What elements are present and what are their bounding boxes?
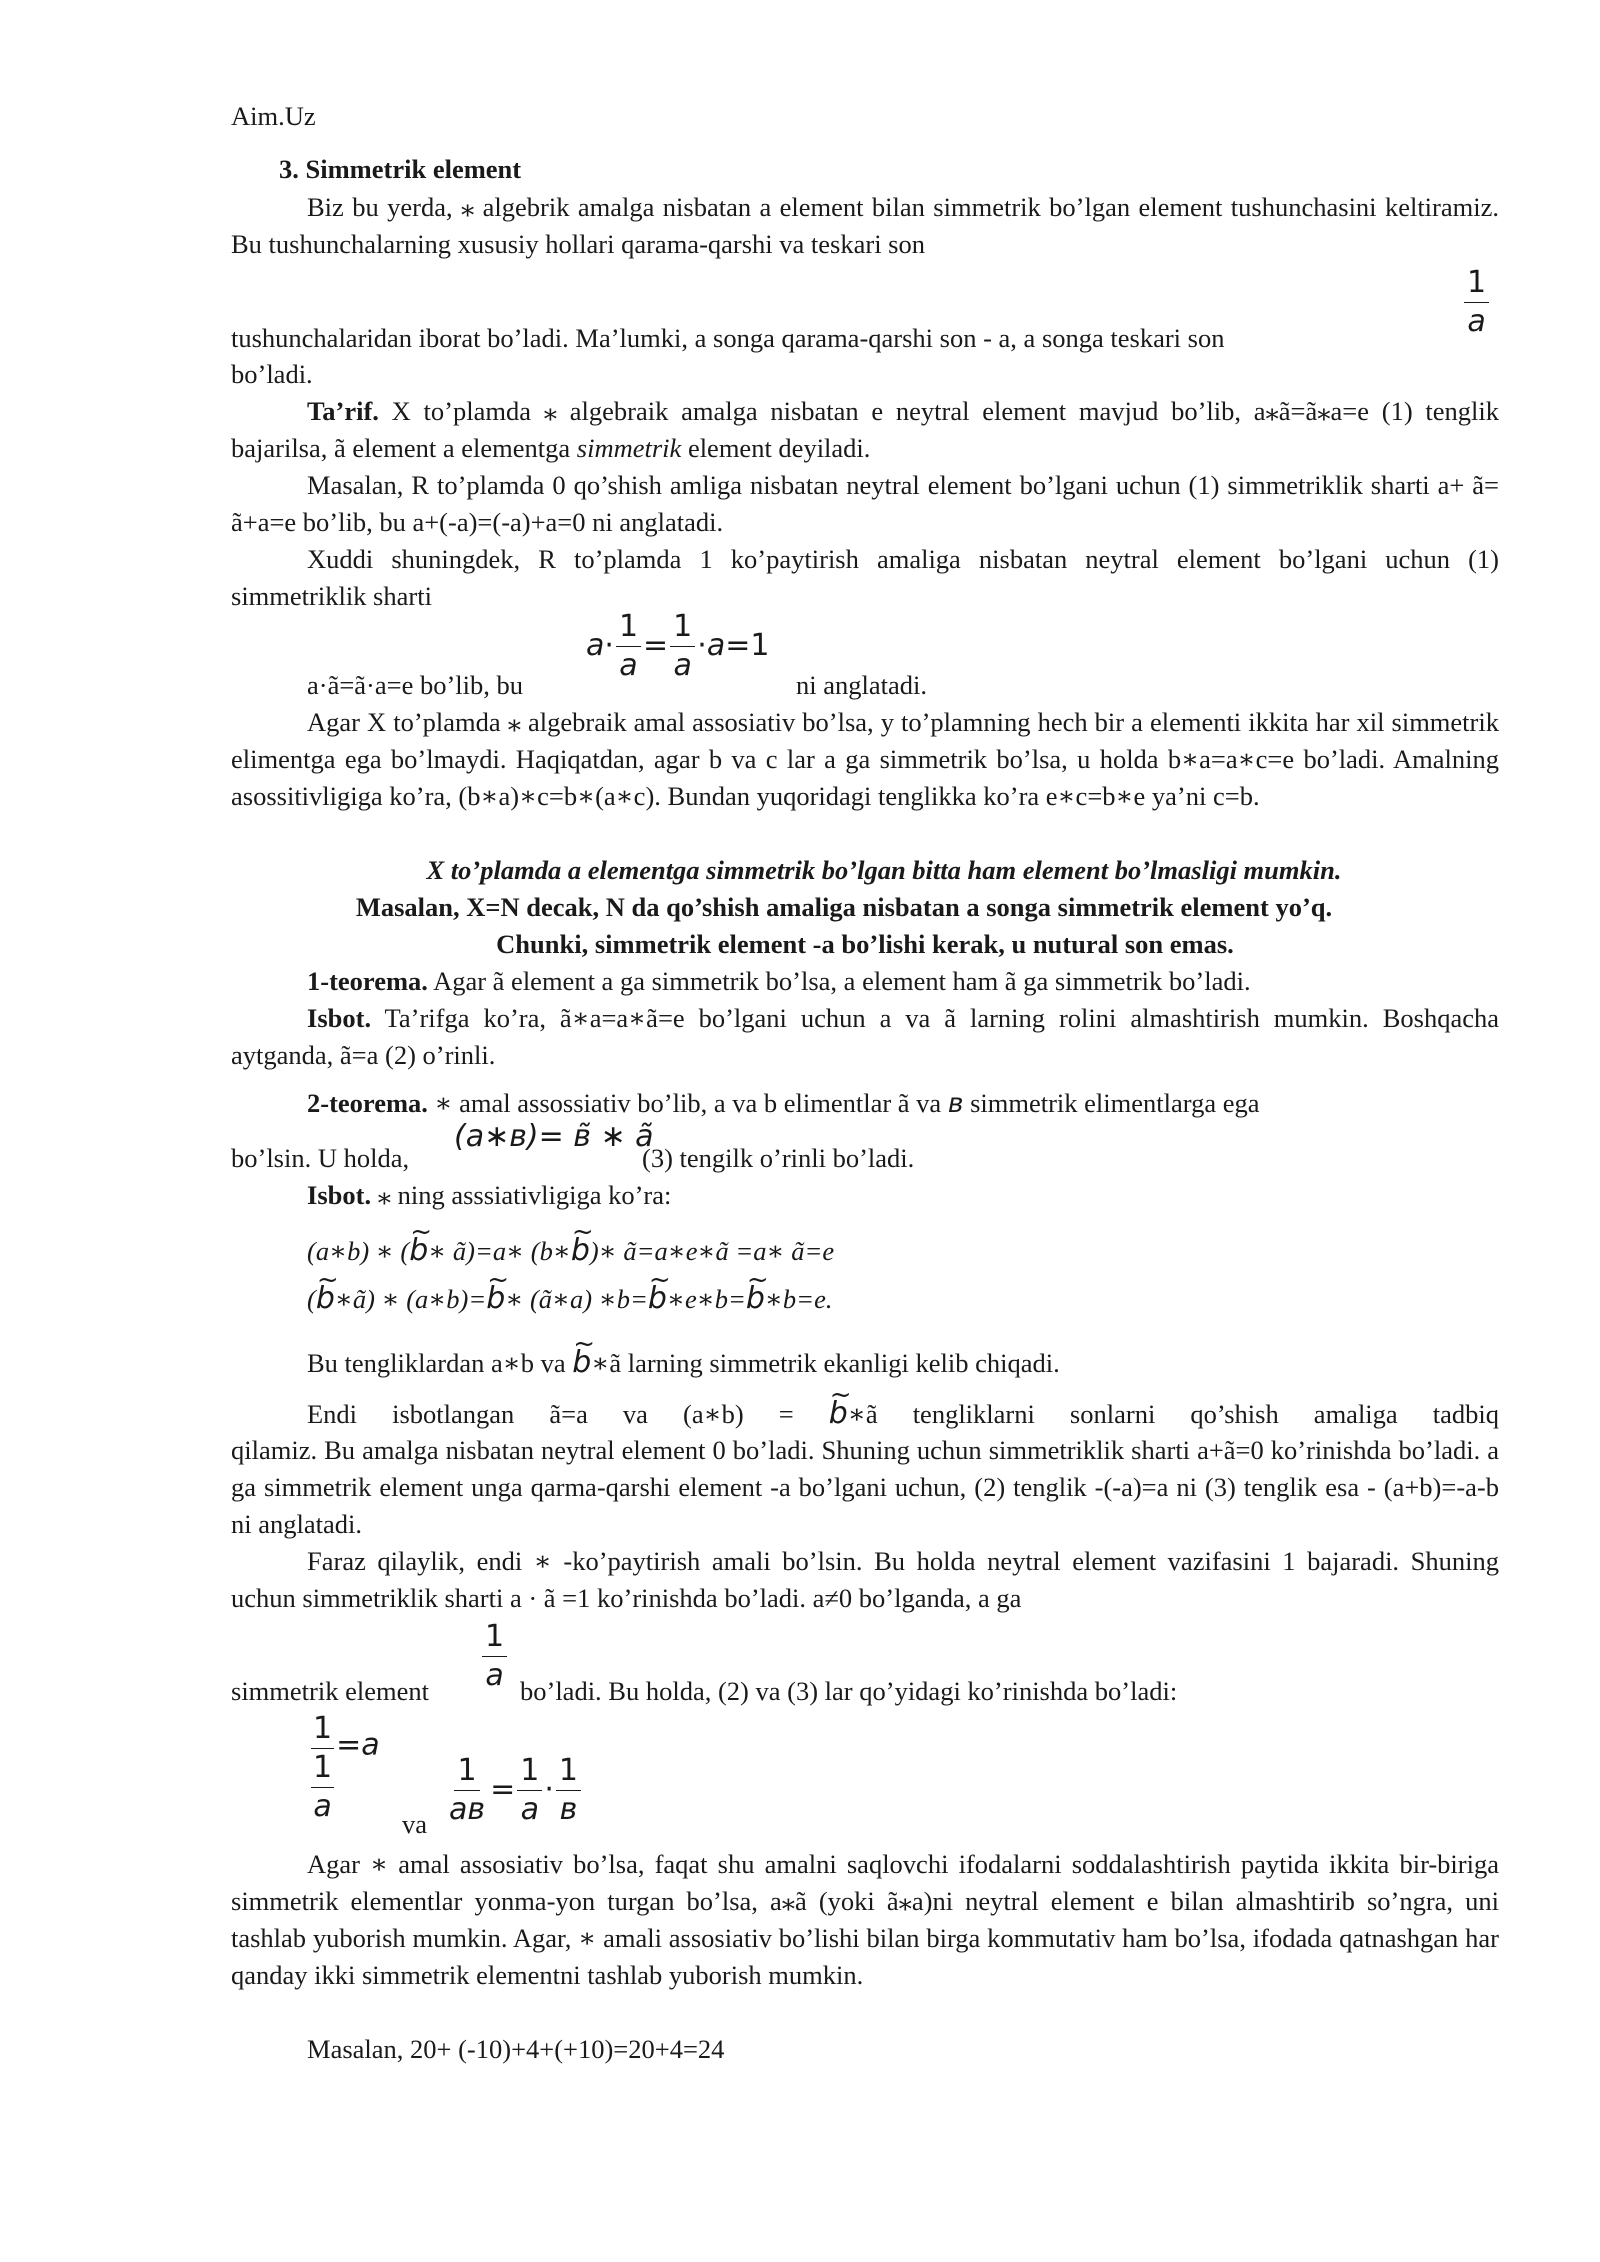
proof-2: Isbot. ⁎ ning asssiativligiga ko’ra:: [307, 1180, 672, 1210]
example-paragraph-1: Masalan, R to’plamda 0 qo’shish amliga nisbatan neytral element bo’lgani uchun (1) simmetriklik sharti a+ ã= ã+a=e bo’lib, bu a+(-a)=(-a)+a=0 ni anglatadi.: [231, 470, 1499, 537]
section-heading: 3. Simmetrik element: [279, 154, 522, 184]
formula-reciprocal: 1 1 a =a: [313, 1711, 380, 1824]
proof-line-2: (~ b∗ã) ∗ (a∗b)=~ b∗ (ã∗a) ∗b=~ b∗e∗b=~ b∗b=e.: [307, 1280, 1575, 1318]
faraz-tail-a: simmetrik element: [231, 1676, 429, 1706]
bold-statement-1: X to’plamda a elementga simmetrik bo’lgan bitta ham element bo’lmasligi mumkin.: [426, 855, 1342, 885]
faraz-tail-b: bo’ladi. Bu holda, (2) va (3) lar qo’yidagi ko’rinishda bo’ladi:: [520, 1676, 1178, 1706]
definition-paragraph: Ta’rif. X to’plamda ⁎ algebraik amalga nisbatan e neytral element mavjud bo’lib, a⁎ã=ã⁎a=e (1) tenglik bajarilsa, ã element a elementga simmetrik element deyiladi.: [231, 396, 1499, 463]
intro-paragraph: Biz bu yerda, ⁎ algebrik amalga nisbatan a element bilan simmetrik bo’lgan element tushunchasini keltiramiz. Bu tushunchalarning xususiy hollari qarama-qarshi va teskari son: [231, 192, 1499, 259]
bold-statement-2: Masalan, X=N decak, N da qo’shish amaliga nisbatan a songa simmetrik element yo’q.: [355, 892, 1333, 922]
site-name: Aim.Uz: [231, 101, 316, 131]
theorem-2-line-2b: (3) tengilk o’rinli bo’ladi.: [642, 1143, 915, 1173]
example-last: Masalan, 20+ (-10)+4+(+10)=20+4=24: [307, 2034, 725, 2064]
paragraph-endi-rest: qilamiz. Bu amalga nisbatan neytral element 0 bo’ladi. Shuning uchun simmetriklik sharti a+ã=0 ko’rinishda bo’ladi. a ga simmetrik element unga qarma-qarshi element -a bo’lgani uchun, (2) tenglik -(-a)=a ni (3) tenglik esa - (a+b)=-a-b ni anglatadi.: [231, 1435, 1499, 1539]
equation-inverse: a· $\frac{1}{a}$ = $\frac{1}{a}$ ·a=1: [586, 609, 770, 683]
paragraph-xuddi: Xuddi shuningdek, R to’plamda 1 ko’paytirish amaliga nisbatan neytral element bo’lgani uchun (1) simmetriklik sharti: [231, 544, 1499, 611]
proof-line-1: (a∗b) ∗ (~ b∗ ã)=a∗ (b∗~ b)∗ ã=a∗e∗ã =a∗ ã=e: [307, 1232, 1575, 1270]
proof-1: Isbot. Ta’rifga ko’ra, ã∗a=a∗ã=e bo’lgani uchun a va ã larning rolini almashtirish mumkin. Boshqacha aytganda, ã=a (2) o’rinli.: [231, 1003, 1499, 1070]
formula-product-inverse: $\frac{1}{aв}$ = $\frac{1}{a}$ · $\frac{1}{в}$: [444, 1756, 583, 1825]
fraction-one-over-a: $\frac{1}{a}$: [1462, 268, 1491, 337]
intro-line-3: bo’ladi.: [231, 359, 313, 389]
theorem-2: 2-teorema. ∗ amal assossiativ bo’lib, a va b elimentlar ã va в simmetrik elimentlarga ega: [307, 1088, 1260, 1119]
paragraph-faraz: Faraz qilaylik, endi ∗ -ko’paytirish amali bo’lsin. Bu holda neytral element vazifasini 1 bajaradi. Shuning uchun simmetriklik sharti a · ã =1 ko’rinishda bo’ladi. a≠0 bo’lganda, a ga: [231, 1546, 1499, 1613]
formula-va: va: [402, 1809, 428, 1839]
theorem-2-equation: (a∗в)= в̃ ∗ ã: [454, 1119, 654, 1154]
paragraph-bu-tengliklar: Bu tengliklardan a∗b va ~ b∗ã larning simmetrik ekanligi kelib chiqadi.: [307, 1344, 1575, 1382]
theorem-1: 1-teorema. Agar ã element a ga simmetrik bo’lsa, a element ham ã ga simmetrik bo’ladi.: [307, 966, 1251, 996]
paragraph-agar-amal: Agar ∗ amal assosiativ bo’lsa, faqat shu amalni saqlovchi ifodalarni soddalashtirish paytida ikkita bir-biriga simmetrik elementlar yonma-yon turgan bo’lsa, a⁎ã (yoki ã⁎a)ni neytral element e bilan almashtirib so’ngra, uni tashlab yuborish mumkin. Agar, ∗ amali assosiativ bo’lishi bilan birga kommutativ ham bo’lsa, ifodada qatnashgan har qanday ikki simmetrik elementni tashlab yuborish mumkin.: [231, 1849, 1499, 1990]
definition-label: Ta’rif.: [307, 396, 379, 426]
bold-statement-3: Chunki, simmetrik element -a bo’lishi kerak, u nutural son emas.: [496, 929, 1234, 959]
theorem-2-line-2a: bo’lsin. U holda,: [231, 1143, 410, 1173]
line-bu-right: ni anglatadi.: [796, 670, 927, 700]
fraction-simmetrik: $\frac{1}{a}$: [480, 1622, 509, 1691]
line-bu-left: a·ã=ã·a=e bo’lib, bu: [307, 670, 524, 700]
paragraph-agar-x: Agar X to’plamda ⁎ algebraik amal assosiativ bo’lsa, y to’plamning hech bir a elementi ikkita har xil simmetrik elimentga ega bo’lmaydi. Haqiqatdan, agar b va c lar a ga simmetrik bo’lsa, u holda b∗a=a∗c=e bo’ladi. Amalning asossitivligiga ko’ra, (b∗a)∗c=b∗(a∗c). Bundan yuqoridagi tenglikka ko’ra e∗c=b∗e ya’ni c=b.: [231, 707, 1499, 811]
paragraph-endi-line-1: Endi isbotlangan ã=a va (a∗b) = ~ b∗ã tengliklarni sonlarni qo’shish amaliga tadbiq: [307, 1395, 1499, 1433]
intro-line-2: tushunchalaridan iborat bo’ladi. Ma’lumki, a songa qarama-qarshi son - a, a songa teskari son: [231, 323, 1225, 353]
